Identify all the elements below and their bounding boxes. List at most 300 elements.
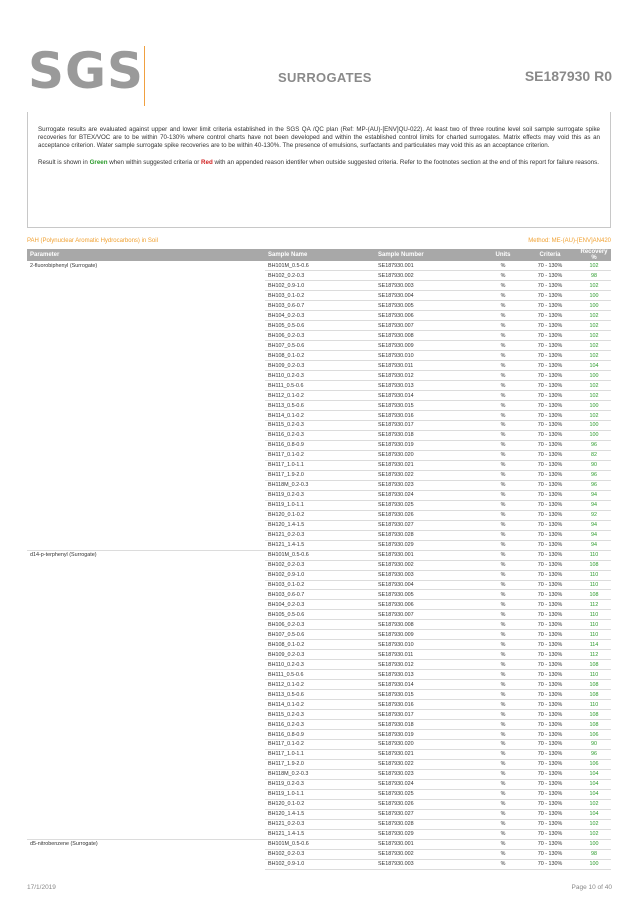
- parameter-cell: [27, 490, 265, 500]
- units-cell: %: [483, 411, 523, 421]
- table-row: [27, 829, 611, 839]
- criteria-cell: 70 - 130%: [523, 819, 577, 829]
- sample-number-cell: SE187930.004: [375, 580, 483, 590]
- recovery-cell: 108: [577, 660, 611, 670]
- sample-number-cell: SE187930.001: [375, 839, 483, 849]
- criteria-cell: 70 - 130%: [523, 331, 577, 341]
- footer-date: 17/1/2019: [27, 884, 56, 891]
- criteria-cell: 70 - 130%: [523, 620, 577, 630]
- sample-number-cell: SE187930.012: [375, 660, 483, 670]
- sample-number-cell: SE187930.019: [375, 730, 483, 740]
- units-cell: %: [483, 401, 523, 411]
- sample-name-cell: BH113_0.5-0.6: [265, 401, 375, 411]
- sample-number-cell: SE187930.016: [375, 411, 483, 421]
- table-row: [27, 769, 611, 779]
- criteria-cell: 70 - 130%: [523, 849, 577, 859]
- table-row: [27, 411, 611, 421]
- recovery-cell: 102: [577, 341, 611, 351]
- column-header-sample-number: Sample Number: [378, 252, 424, 258]
- sample-number-cell: SE187930.007: [375, 610, 483, 620]
- units-cell: %: [483, 490, 523, 500]
- parameter-cell: [27, 291, 265, 301]
- sample-name-cell: BH117_1.9-2.0: [265, 759, 375, 769]
- sample-number-cell: SE187930.002: [375, 271, 483, 281]
- parameter-cell: [27, 381, 265, 391]
- sample-name-cell: BH120_0.1-0.2: [265, 510, 375, 520]
- units-cell: %: [483, 859, 523, 869]
- criteria-cell: 70 - 130%: [523, 859, 577, 869]
- parameter-cell: [27, 680, 265, 690]
- recovery-cell: 102: [577, 281, 611, 291]
- recovery-cell: 94: [577, 520, 611, 530]
- sample-name-cell: BH107_0.5-0.6: [265, 341, 375, 351]
- sample-number-cell: SE187930.017: [375, 421, 483, 431]
- sample-number-cell: SE187930.003: [375, 570, 483, 580]
- units-cell: %: [483, 421, 523, 431]
- units-cell: %: [483, 291, 523, 301]
- table-row: [27, 859, 611, 869]
- sample-number-cell: SE187930.020: [375, 450, 483, 460]
- parameter-cell: [27, 530, 265, 540]
- criteria-cell: 70 - 130%: [523, 730, 577, 740]
- criteria-cell: 70 - 130%: [523, 450, 577, 460]
- sample-name-cell: BH111_0.5-0.6: [265, 381, 375, 391]
- units-cell: %: [483, 839, 523, 849]
- table-row: [27, 271, 611, 281]
- sample-name-cell: BH119_1.0-1.1: [265, 789, 375, 799]
- units-cell: %: [483, 261, 523, 271]
- sample-number-cell: SE187930.002: [375, 560, 483, 570]
- recovery-cell: 104: [577, 779, 611, 789]
- sample-name-cell: BH104_0.2-0.3: [265, 600, 375, 610]
- table-row: [27, 500, 611, 510]
- criteria-cell: 70 - 130%: [523, 391, 577, 401]
- recovery-cell: 106: [577, 730, 611, 740]
- recovery-cell: 110: [577, 630, 611, 640]
- sample-name-cell: BH109_0.2-0.3: [265, 361, 375, 371]
- parameter-cell: [27, 440, 265, 450]
- recovery-cell: 104: [577, 769, 611, 779]
- recovery-cell: 94: [577, 540, 611, 550]
- criteria-cell: 70 - 130%: [523, 829, 577, 839]
- parameter-cell: [27, 789, 265, 799]
- units-cell: %: [483, 341, 523, 351]
- sample-number-cell: SE187930.023: [375, 769, 483, 779]
- sample-number-cell: SE187930.025: [375, 789, 483, 799]
- table-row: [27, 510, 611, 520]
- table-row: [27, 470, 611, 480]
- recovery-cell: 110: [577, 670, 611, 680]
- parameter-cell: [27, 809, 265, 819]
- sample-name-cell: BH121_1.4-1.5: [265, 829, 375, 839]
- parameter-cell: [27, 849, 265, 859]
- section-header: [27, 238, 611, 247]
- sample-name-cell: BH121_1.4-1.5: [265, 540, 375, 550]
- recovery-cell: 90: [577, 460, 611, 470]
- sample-number-cell: SE187930.011: [375, 361, 483, 371]
- report-reference: SE187930 R0: [524, 68, 612, 84]
- criteria-cell: 70 - 130%: [523, 799, 577, 809]
- sample-number-cell: SE187930.001: [375, 550, 483, 560]
- sample-number-cell: SE187930.010: [375, 640, 483, 650]
- units-cell: %: [483, 700, 523, 710]
- recovery-cell: 102: [577, 819, 611, 829]
- sample-name-cell: BH118M_0.2-0.3: [265, 480, 375, 490]
- table-row: [27, 799, 611, 809]
- parameter-cell: [27, 610, 265, 620]
- parameter-cell: [27, 590, 265, 600]
- table-row: [27, 580, 611, 590]
- sample-name-cell: BH103_0.6-0.7: [265, 590, 375, 600]
- criteria-cell: 70 - 130%: [523, 610, 577, 620]
- sample-number-cell: SE187930.018: [375, 720, 483, 730]
- units-cell: %: [483, 610, 523, 620]
- table-row: [27, 530, 611, 540]
- table-row: [27, 600, 611, 610]
- sample-number-cell: SE187930.026: [375, 799, 483, 809]
- units-cell: %: [483, 550, 523, 560]
- recovery-cell: 108: [577, 590, 611, 600]
- parameter-cell: [27, 600, 265, 610]
- units-cell: %: [483, 580, 523, 590]
- sample-number-cell: SE187930.028: [375, 819, 483, 829]
- table-row: [27, 430, 611, 440]
- criteria-cell: 70 - 130%: [523, 421, 577, 431]
- criteria-cell: 70 - 130%: [523, 580, 577, 590]
- recovery-cell: 96: [577, 480, 611, 490]
- column-header-criteria: Criteria: [539, 252, 561, 258]
- recovery-cell: 112: [577, 650, 611, 660]
- criteria-cell: 70 - 130%: [523, 520, 577, 530]
- units-cell: %: [483, 720, 523, 730]
- recovery-cell: 102: [577, 391, 611, 401]
- table-row: [27, 381, 611, 391]
- sample-number-cell: SE187930.022: [375, 470, 483, 480]
- sample-number-cell: SE187930.001: [375, 261, 483, 271]
- criteria-cell: 70 - 130%: [523, 749, 577, 759]
- table-row: [27, 520, 611, 530]
- parameter-cell: [27, 301, 265, 311]
- page-title: SURROGATES: [278, 70, 372, 85]
- parameter-cell: [27, 690, 265, 700]
- sample-name-cell: BH116_0.8-0.9: [265, 440, 375, 450]
- units-cell: %: [483, 809, 523, 819]
- sample-number-cell: SE187930.009: [375, 341, 483, 351]
- parameter-cell: [27, 540, 265, 550]
- column-header-units: Units: [495, 252, 511, 258]
- units-cell: %: [483, 530, 523, 540]
- table-row: [27, 361, 611, 371]
- sample-name-cell: BH116_0.2-0.3: [265, 430, 375, 440]
- criteria-cell: 70 - 130%: [523, 809, 577, 819]
- sample-name-cell: BH117_0.1-0.2: [265, 740, 375, 750]
- units-cell: %: [483, 650, 523, 660]
- recovery-cell: 112: [577, 600, 611, 610]
- sample-name-cell: BH102_0.9-1.0: [265, 859, 375, 869]
- table-row: [27, 351, 611, 361]
- recovery-cell: 90: [577, 740, 611, 750]
- criteria-cell: 70 - 130%: [523, 271, 577, 281]
- footer-page-number: Page 10 of 40: [571, 884, 612, 891]
- table-row: [27, 450, 611, 460]
- table-row: [27, 740, 611, 750]
- recovery-cell: 100: [577, 291, 611, 301]
- parameter-cell: [27, 560, 265, 570]
- parameter-cell: [27, 650, 265, 660]
- recovery-cell: 108: [577, 720, 611, 730]
- parameter-cell: [27, 720, 265, 730]
- sample-name-cell: BH121_0.2-0.3: [265, 530, 375, 540]
- sample-number-cell: SE187930.020: [375, 740, 483, 750]
- criteria-cell: 70 - 130%: [523, 769, 577, 779]
- recovery-cell: 108: [577, 680, 611, 690]
- table-row: [27, 391, 611, 401]
- recovery-cell: 100: [577, 430, 611, 440]
- recovery-cell: 96: [577, 749, 611, 759]
- units-cell: %: [483, 740, 523, 750]
- criteria-cell: 70 - 130%: [523, 411, 577, 421]
- recovery-cell: 104: [577, 809, 611, 819]
- table-row: [27, 660, 611, 670]
- sample-number-cell: SE187930.008: [375, 620, 483, 630]
- sample-name-cell: BH106_0.2-0.3: [265, 331, 375, 341]
- sample-name-cell: BH111_0.5-0.6: [265, 670, 375, 680]
- parameter-cell: [27, 749, 265, 759]
- sample-name-cell: BH104_0.2-0.3: [265, 311, 375, 321]
- sample-name-cell: BH103_0.1-0.2: [265, 291, 375, 301]
- units-cell: %: [483, 301, 523, 311]
- parameter-cell: [27, 520, 265, 530]
- parameter-cell: [27, 580, 265, 590]
- parameter-cell: d5-nitrobenzene (Surrogate): [27, 839, 265, 849]
- criteria-cell: 70 - 130%: [523, 710, 577, 720]
- table-row: [27, 291, 611, 301]
- parameter-cell: [27, 391, 265, 401]
- sample-number-cell: SE187930.005: [375, 590, 483, 600]
- sample-name-cell: BH116_0.8-0.9: [265, 730, 375, 740]
- sample-number-cell: SE187930.006: [375, 311, 483, 321]
- table-row: [27, 460, 611, 470]
- criteria-cell: 70 - 130%: [523, 680, 577, 690]
- units-cell: %: [483, 510, 523, 520]
- units-cell: %: [483, 430, 523, 440]
- sample-number-cell: SE187930.003: [375, 281, 483, 291]
- criteria-cell: 70 - 130%: [523, 640, 577, 650]
- recovery-cell: 82: [577, 450, 611, 460]
- legend-green: Green: [89, 158, 108, 166]
- parameter-cell: [27, 660, 265, 670]
- criteria-cell: 70 - 130%: [523, 600, 577, 610]
- units-cell: %: [483, 749, 523, 759]
- table-row: [27, 570, 611, 580]
- parameter-cell: [27, 630, 265, 640]
- parameter-cell: 2-fluorobiphenyl (Surrogate): [30, 262, 98, 269]
- sample-name-cell: BH105_0.5-0.6: [265, 610, 375, 620]
- recovery-cell: 102: [577, 411, 611, 421]
- parameter-cell: [27, 331, 265, 341]
- parameter-cell: [27, 341, 265, 351]
- table-header-row: [27, 249, 611, 261]
- recovery-cell: 98: [577, 271, 611, 281]
- sample-name-cell: BH108_0.1-0.2: [265, 351, 375, 361]
- units-cell: %: [483, 620, 523, 630]
- parameter-cell: [27, 470, 265, 480]
- sample-name-cell: BH103_0.1-0.2: [265, 580, 375, 590]
- units-cell: %: [483, 819, 523, 829]
- criteria-cell: 70 - 130%: [523, 540, 577, 550]
- table-row: [27, 421, 611, 431]
- legend-prefix: Result is shown in: [38, 158, 90, 166]
- sample-name-cell: BH120_1.4-1.5: [265, 520, 375, 530]
- recovery-cell: 102: [577, 331, 611, 341]
- sample-name-cell: BH114_0.1-0.2: [265, 411, 375, 421]
- recovery-cell: 110: [577, 570, 611, 580]
- sample-number-cell: SE187930.010: [375, 351, 483, 361]
- table-row: [27, 331, 611, 341]
- units-cell: %: [483, 769, 523, 779]
- sample-number-cell: SE187930.029: [375, 829, 483, 839]
- sample-number-cell: SE187930.007: [375, 321, 483, 331]
- sample-name-cell: BH115_0.2-0.3: [265, 421, 375, 431]
- sample-name-cell: BH121_0.2-0.3: [265, 819, 375, 829]
- legend-suffix: with an appended reason identifer when outside suggested criteria. Refer to the footnotes section at the end of this report for failure reasons.: [212, 158, 599, 166]
- sample-number-cell: SE187930.003: [375, 859, 483, 869]
- sample-number-cell: SE187930.012: [375, 371, 483, 381]
- parameter-cell: [27, 460, 265, 470]
- recovery-cell: 104: [577, 361, 611, 371]
- parameter-cell: [27, 450, 265, 460]
- units-cell: %: [483, 600, 523, 610]
- sample-name-cell: BH116_0.2-0.3: [265, 720, 375, 730]
- recovery-cell: 102: [577, 799, 611, 809]
- sample-name-cell: BH117_1.9-2.0: [265, 470, 375, 480]
- criteria-cell: 70 - 130%: [523, 351, 577, 361]
- info-paragraph-criteria: Surrogate results are evaluated against upper and lower limit criteria established in the SGS QA /QC plan (Ref: MP-(AU)-[ENV]QU-022). At least two of three routine level soil sample surrogate spike recoveries for BTEX/VOC are to be within 70-130% where control charts have not been developed and within the established control limits for charted surrogates. Matrix effects may void this as an acceptance criterion. Water sample surrogate spike recoveries are to be within 40-130%. The presence of emulsions, surfactants and particulates may void this as an acceptance criterion.: [38, 126, 600, 150]
- sample-number-cell: SE187930.021: [375, 460, 483, 470]
- sample-number-cell: SE187930.004: [375, 291, 483, 301]
- parameter-cell: [27, 411, 265, 421]
- criteria-cell: 70 - 130%: [523, 401, 577, 411]
- criteria-cell: 70 - 130%: [523, 371, 577, 381]
- units-cell: %: [483, 480, 523, 490]
- table-row: [27, 779, 611, 789]
- sample-number-cell: SE187930.024: [375, 779, 483, 789]
- sample-number-cell: SE187930.008: [375, 331, 483, 341]
- units-cell: %: [483, 789, 523, 799]
- recovery-cell: 110: [577, 700, 611, 710]
- sample-name-cell: BH102_0.2-0.3: [265, 560, 375, 570]
- sample-number-cell: SE187930.029: [375, 540, 483, 550]
- table-row: [27, 401, 611, 411]
- criteria-cell: 70 - 130%: [523, 381, 577, 391]
- parameter-cell: [27, 670, 265, 680]
- parameter-cell: [27, 769, 265, 779]
- section-method: Method: ME-(AU)-[ENV]AN420: [528, 238, 611, 244]
- units-cell: %: [483, 590, 523, 600]
- parameter-cell: [27, 640, 265, 650]
- table-row: [27, 759, 611, 769]
- units-cell: %: [483, 630, 523, 640]
- sample-name-cell: BH117_1.0-1.1: [265, 460, 375, 470]
- sample-name-cell: BH112_0.1-0.2: [265, 680, 375, 690]
- sample-name-cell: BH102_0.9-1.0: [265, 281, 375, 291]
- criteria-cell: 70 - 130%: [523, 470, 577, 480]
- sample-number-cell: SE187930.027: [375, 520, 483, 530]
- units-cell: %: [483, 391, 523, 401]
- sample-name-cell: BH107_0.5-0.6: [265, 630, 375, 640]
- sample-name-cell: BH106_0.2-0.3: [265, 620, 375, 630]
- recovery-cell: 102: [577, 311, 611, 321]
- sample-name-cell: BH105_0.5-0.6: [265, 321, 375, 331]
- recovery-cell: 94: [577, 530, 611, 540]
- criteria-cell: 70 - 130%: [523, 460, 577, 470]
- recovery-cell: 96: [577, 440, 611, 450]
- units-cell: %: [483, 660, 523, 670]
- recovery-cell: 102: [577, 829, 611, 839]
- criteria-cell: 70 - 130%: [523, 630, 577, 640]
- parameter-cell: [27, 730, 265, 740]
- sample-name-cell: BH119_1.0-1.1: [265, 500, 375, 510]
- sample-number-cell: SE187930.015: [375, 690, 483, 700]
- sample-number-cell: SE187930.026: [375, 510, 483, 520]
- parameter-cell: [27, 570, 265, 580]
- parameter-cell: [27, 710, 265, 720]
- table-row: [27, 819, 611, 829]
- units-cell: %: [483, 351, 523, 361]
- criteria-cell: 70 - 130%: [523, 510, 577, 520]
- parameter-cell: [27, 700, 265, 710]
- units-cell: %: [483, 799, 523, 809]
- table-row: [27, 690, 611, 700]
- table-row: [27, 560, 611, 570]
- units-cell: %: [483, 440, 523, 450]
- sample-number-cell: SE187930.021: [375, 749, 483, 759]
- sample-number-cell: SE187930.005: [375, 301, 483, 311]
- parameter-cell: [27, 859, 265, 869]
- units-cell: %: [483, 381, 523, 391]
- recovery-cell: 100: [577, 371, 611, 381]
- sample-number-cell: SE187930.014: [375, 391, 483, 401]
- parameter-cell: [27, 829, 265, 839]
- table-row: [27, 839, 611, 849]
- criteria-cell: 70 - 130%: [523, 490, 577, 500]
- parameter-cell: [27, 361, 265, 371]
- sample-number-cell: SE187930.015: [375, 401, 483, 411]
- table-row: [27, 371, 611, 381]
- parameter-cell: [27, 351, 265, 361]
- sample-name-cell: BH117_1.0-1.1: [265, 749, 375, 759]
- surrogates-table: [27, 249, 611, 870]
- criteria-cell: 70 - 130%: [523, 530, 577, 540]
- units-cell: %: [483, 710, 523, 720]
- units-cell: %: [483, 271, 523, 281]
- parameter-cell: [27, 311, 265, 321]
- sample-number-cell: SE187930.027: [375, 809, 483, 819]
- criteria-cell: 70 - 130%: [523, 720, 577, 730]
- table-row: [27, 630, 611, 640]
- criteria-cell: 70 - 130%: [523, 740, 577, 750]
- parameter-cell: [27, 401, 265, 411]
- units-cell: %: [483, 570, 523, 580]
- sample-number-cell: SE187930.028: [375, 530, 483, 540]
- criteria-cell: 70 - 130%: [523, 341, 577, 351]
- parameter-cell: d14-p-terphenyl (Surrogate): [27, 550, 265, 560]
- sample-number-cell: SE187930.013: [375, 670, 483, 680]
- table-row: [27, 849, 611, 859]
- recovery-cell: 100: [577, 421, 611, 431]
- table-row: [27, 261, 611, 271]
- sample-number-cell: SE187930.016: [375, 700, 483, 710]
